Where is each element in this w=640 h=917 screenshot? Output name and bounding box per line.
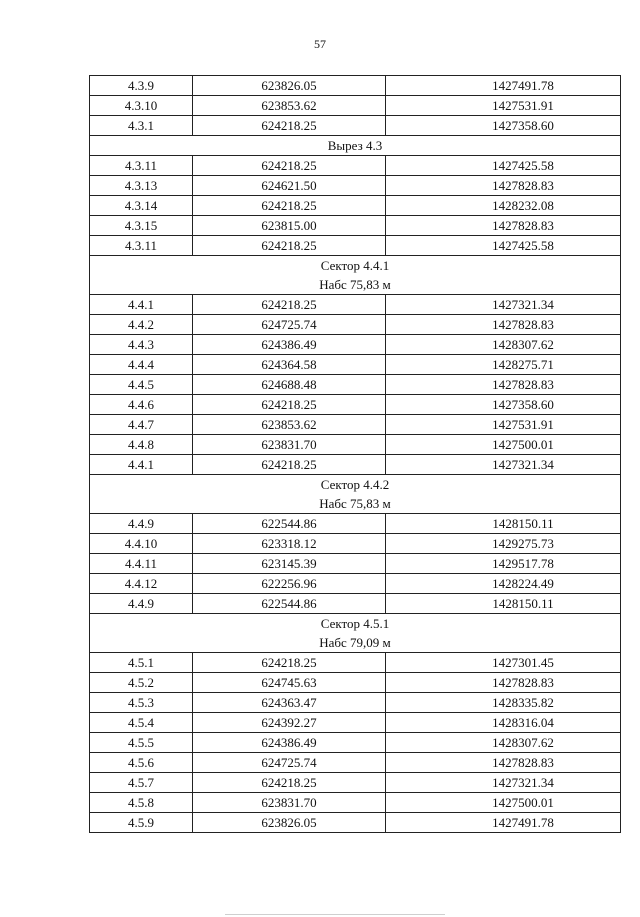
y-coordinate-cell: 1427828.83 xyxy=(386,315,621,335)
x-coordinate-cell: 623826.05 xyxy=(193,76,386,96)
point-id-cell: 4.3.15 xyxy=(90,216,193,236)
y-coordinate-cell: 1427425.58 xyxy=(386,156,621,176)
table-row xyxy=(90,176,621,196)
table-row xyxy=(90,733,621,753)
y-coordinate-cell: 1428307.62 xyxy=(386,335,621,355)
point-id-cell: 4.4.11 xyxy=(90,554,193,574)
point-id-cell: 4.4.4 xyxy=(90,355,193,375)
x-coordinate-cell: 624218.25 xyxy=(193,653,386,673)
y-coordinate-cell: 1428335.82 xyxy=(386,693,621,713)
y-coordinate-cell: 1427828.83 xyxy=(386,176,621,196)
x-coordinate-cell: 624392.27 xyxy=(193,713,386,733)
y-coordinate-cell: 1427358.60 xyxy=(386,116,621,136)
y-coordinate-cell: 1427531.91 xyxy=(386,415,621,435)
point-id-cell: 4.4.3 xyxy=(90,335,193,355)
table-row xyxy=(90,673,621,693)
section-header-row xyxy=(90,136,621,156)
x-coordinate-cell: 624218.25 xyxy=(193,455,386,475)
x-coordinate-cell: 623815.00 xyxy=(193,216,386,236)
x-coordinate-cell: 624364.58 xyxy=(193,355,386,375)
y-coordinate-cell: 1427321.34 xyxy=(386,455,621,475)
x-coordinate-cell: 624218.25 xyxy=(193,236,386,256)
section-header-line: Сектор 4.4.1 xyxy=(320,258,390,273)
x-coordinate-cell: 623831.70 xyxy=(193,793,386,813)
y-coordinate-cell: 1427491.78 xyxy=(386,76,621,96)
table-row xyxy=(90,793,621,813)
y-coordinate-cell: 1427828.83 xyxy=(386,753,621,773)
table-row xyxy=(90,653,621,673)
x-coordinate-cell: 623853.62 xyxy=(193,415,386,435)
y-coordinate-cell: 1428275.71 xyxy=(386,355,621,375)
point-id-cell: 4.5.2 xyxy=(90,673,193,693)
point-id-cell: 4.4.5 xyxy=(90,375,193,395)
x-coordinate-cell: 624725.74 xyxy=(193,753,386,773)
point-id-cell: 4.5.6 xyxy=(90,753,193,773)
x-coordinate-cell: 624218.25 xyxy=(193,156,386,176)
point-id-cell: 4.3.11 xyxy=(90,236,193,256)
table-row xyxy=(90,574,621,594)
coordinates-table-body xyxy=(90,76,621,833)
x-coordinate-cell: 624621.50 xyxy=(193,176,386,196)
point-id-cell: 4.3.1 xyxy=(90,116,193,136)
y-coordinate-cell: 1427301.45 xyxy=(386,653,621,673)
table-row xyxy=(90,753,621,773)
section-header xyxy=(90,136,621,156)
section-header-line: Сектор 4.4.2 xyxy=(320,477,390,492)
point-id-cell: 4.5.3 xyxy=(90,693,193,713)
x-coordinate-cell: 624218.25 xyxy=(193,773,386,793)
x-coordinate-cell: 622544.86 xyxy=(193,514,386,534)
y-coordinate-cell: 1427321.34 xyxy=(386,295,621,315)
section-header xyxy=(90,475,621,514)
section-header-line: Набс 79,09 м xyxy=(319,635,391,650)
x-coordinate-cell: 622256.96 xyxy=(193,574,386,594)
table-row xyxy=(90,76,621,96)
table-row xyxy=(90,156,621,176)
section-header-line: Вырез 4.3 xyxy=(327,138,383,153)
section-header-row xyxy=(90,614,621,653)
point-id-cell: 4.4.6 xyxy=(90,395,193,415)
table-row xyxy=(90,295,621,315)
point-id-cell: 4.5.5 xyxy=(90,733,193,753)
table-row xyxy=(90,116,621,136)
point-id-cell: 4.3.14 xyxy=(90,196,193,216)
table-row xyxy=(90,395,621,415)
point-id-cell: 4.5.7 xyxy=(90,773,193,793)
table-row xyxy=(90,375,621,395)
table-row xyxy=(90,554,621,574)
section-header-line: Сектор 4.5.1 xyxy=(320,616,390,631)
section-header xyxy=(90,256,621,295)
table-row xyxy=(90,713,621,733)
x-coordinate-cell: 623826.05 xyxy=(193,813,386,833)
x-coordinate-cell: 624745.63 xyxy=(193,673,386,693)
section-header-row xyxy=(90,256,621,295)
point-id-cell: 4.4.2 xyxy=(90,315,193,335)
point-id-cell: 4.4.12 xyxy=(90,574,193,594)
y-coordinate-cell: 1428224.49 xyxy=(386,574,621,594)
y-coordinate-cell: 1428316.04 xyxy=(386,713,621,733)
point-id-cell: 4.4.7 xyxy=(90,415,193,435)
point-id-cell: 4.4.1 xyxy=(90,455,193,475)
point-id-cell: 4.3.11 xyxy=(90,156,193,176)
y-coordinate-cell: 1428150.11 xyxy=(386,594,621,614)
x-coordinate-cell: 622544.86 xyxy=(193,594,386,614)
point-id-cell: 4.4.9 xyxy=(90,594,193,614)
point-id-cell: 4.5.4 xyxy=(90,713,193,733)
table-row xyxy=(90,594,621,614)
y-coordinate-cell: 1427531.91 xyxy=(386,96,621,116)
x-coordinate-cell: 623853.62 xyxy=(193,96,386,116)
table-row xyxy=(90,335,621,355)
y-coordinate-cell: 1428307.62 xyxy=(386,733,621,753)
point-id-cell: 4.5.1 xyxy=(90,653,193,673)
y-coordinate-cell: 1429517.78 xyxy=(386,554,621,574)
x-coordinate-cell: 624725.74 xyxy=(193,315,386,335)
point-id-cell: 4.4.8 xyxy=(90,435,193,455)
y-coordinate-cell: 1427828.83 xyxy=(386,673,621,693)
table-row xyxy=(90,355,621,375)
coordinates-table xyxy=(89,75,621,833)
x-coordinate-cell: 624218.25 xyxy=(193,116,386,136)
y-coordinate-cell: 1427358.60 xyxy=(386,395,621,415)
table-row xyxy=(90,196,621,216)
y-coordinate-cell: 1427500.01 xyxy=(386,435,621,455)
point-id-cell: 4.3.13 xyxy=(90,176,193,196)
x-coordinate-cell: 624688.48 xyxy=(193,375,386,395)
table-row xyxy=(90,315,621,335)
page-number: 57 xyxy=(314,37,326,51)
section-header-row xyxy=(90,475,621,514)
table-row xyxy=(90,693,621,713)
x-coordinate-cell: 623318.12 xyxy=(193,534,386,554)
table-row xyxy=(90,236,621,256)
x-coordinate-cell: 623831.70 xyxy=(193,435,386,455)
point-id-cell: 4.3.10 xyxy=(90,96,193,116)
y-coordinate-cell: 1427500.01 xyxy=(386,793,621,813)
x-coordinate-cell: 624218.25 xyxy=(193,196,386,216)
x-coordinate-cell: 624363.47 xyxy=(193,693,386,713)
table-row xyxy=(90,435,621,455)
table-row xyxy=(90,773,621,793)
x-coordinate-cell: 624218.25 xyxy=(193,395,386,415)
x-coordinate-cell: 623145.39 xyxy=(193,554,386,574)
x-coordinate-cell: 624386.49 xyxy=(193,335,386,355)
table-row xyxy=(90,813,621,833)
point-id-cell: 4.4.1 xyxy=(90,295,193,315)
x-coordinate-cell: 624218.25 xyxy=(193,295,386,315)
point-id-cell: 4.5.9 xyxy=(90,813,193,833)
section-header-line: Набс 75,83 м xyxy=(319,496,391,511)
table-row xyxy=(90,534,621,554)
y-coordinate-cell: 1428232.08 xyxy=(386,196,621,216)
x-coordinate-cell: 624386.49 xyxy=(193,733,386,753)
y-coordinate-cell: 1427491.78 xyxy=(386,813,621,833)
table-row xyxy=(90,96,621,116)
y-coordinate-cell: 1427425.58 xyxy=(386,236,621,256)
point-id-cell: 4.5.8 xyxy=(90,793,193,813)
table-row xyxy=(90,415,621,435)
section-header-line: Набс 75,83 м xyxy=(319,277,391,292)
section-header xyxy=(90,614,621,653)
y-coordinate-cell: 1427828.83 xyxy=(386,375,621,395)
point-id-cell: 4.4.9 xyxy=(90,514,193,534)
table-row xyxy=(90,216,621,236)
table-row xyxy=(90,455,621,475)
point-id-cell: 4.3.9 xyxy=(90,76,193,96)
table-row xyxy=(90,514,621,534)
scan-artifact-line xyxy=(225,914,445,915)
y-coordinate-cell: 1427828.83 xyxy=(386,216,621,236)
point-id-cell: 4.4.10 xyxy=(90,534,193,554)
y-coordinate-cell: 1428150.11 xyxy=(386,514,621,534)
y-coordinate-cell: 1427321.34 xyxy=(386,773,621,793)
y-coordinate-cell: 1429275.73 xyxy=(386,534,621,554)
